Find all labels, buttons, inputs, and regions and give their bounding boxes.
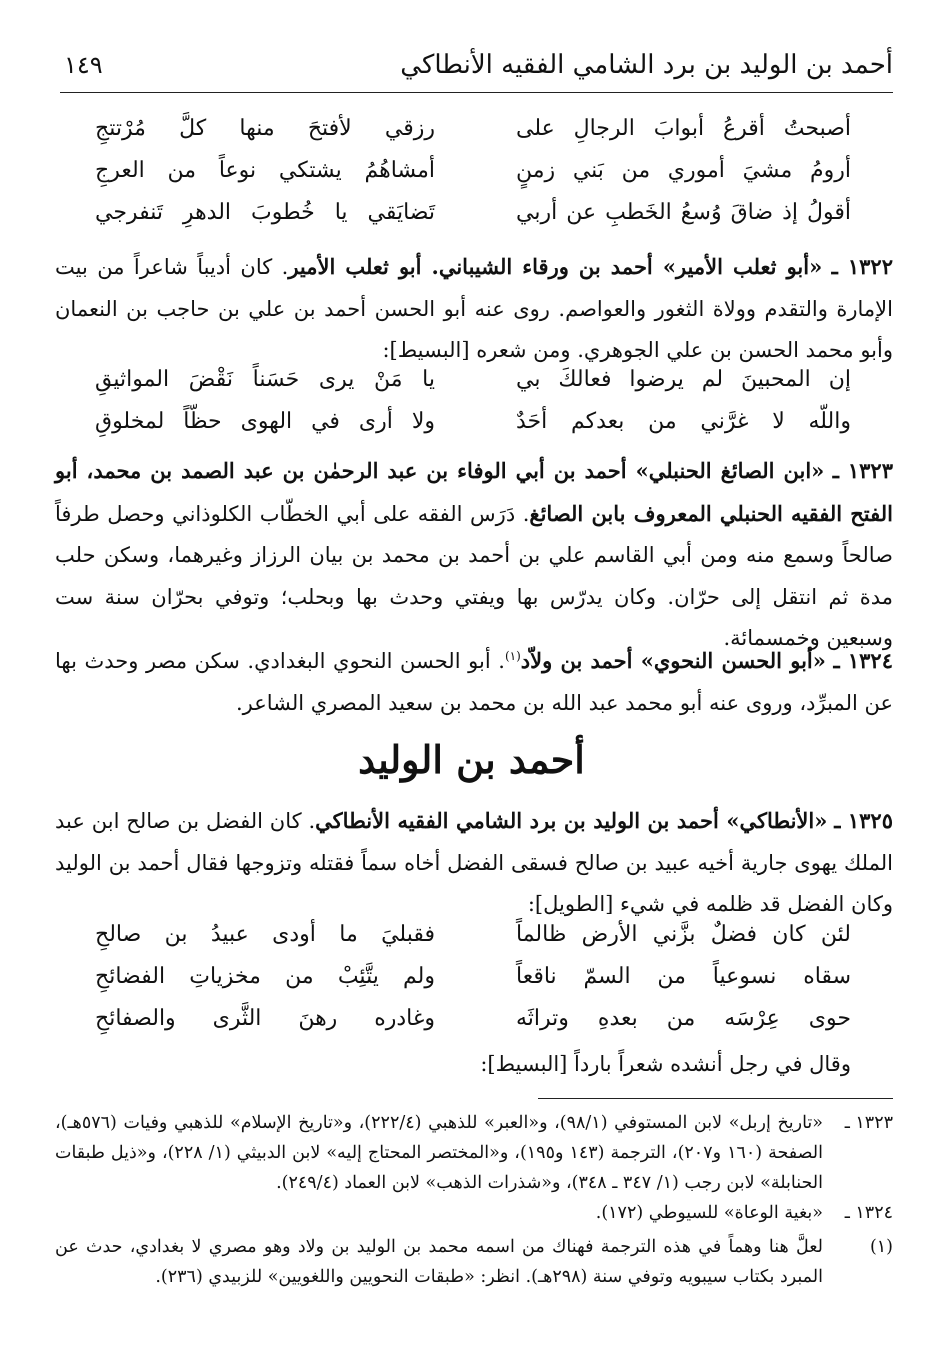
verse xyxy=(95,956,851,998)
poem-block-2 xyxy=(95,359,851,443)
entry-1325 xyxy=(55,800,893,926)
footnote-divider xyxy=(538,1098,893,1099)
footnote xyxy=(55,1232,893,1292)
verse-first-hemistich: سقاه نسوعياً من السمّ ناقعاً xyxy=(516,964,851,989)
verse-second-hemistich: تَضايَقي يا خُطوبَ الدهرِ تَنفرجي xyxy=(95,200,435,225)
closing-line: وقال في رجل أنشده شعراً بارداً [البسيط]: xyxy=(480,1052,851,1076)
verse xyxy=(95,192,851,234)
entry-1323 xyxy=(55,450,893,660)
footnote-label: (١) xyxy=(869,1237,893,1257)
verse xyxy=(95,150,851,192)
section-heading: أحمد بن الوليد xyxy=(358,737,585,782)
entry-text: . كان الفضل بن صالح ابن عبد الملك يهوى جارية أخيه عبيد بن صالح فسقى الفضل أخاه سماً فقتله وتزوجها فقال أحمد بن الوليد وكان الفضل قد ظلمه في شيء [الطويل]: xyxy=(55,809,893,916)
footnote-marker: (١) xyxy=(504,649,521,663)
entry-heading: «أبو الحسن النحوي» أحمد بن ولاّد xyxy=(520,648,826,673)
verse xyxy=(95,359,851,401)
verse-second-hemistich: أمشاهُمُ يشتكي نوعاً من العرجِ xyxy=(95,158,435,183)
verse-first-hemistich: واللّه لا غرَّني من بعدكم أحَدٌ xyxy=(516,409,851,434)
footnote-text: «بغية الوعاة» للسيوطي (١٧٢). xyxy=(595,1203,823,1223)
entry-number: ١٣٢٥ ـ xyxy=(834,808,893,833)
entry-1324 xyxy=(55,640,893,724)
entry-text: . أبو الحسن النحوي البغدادي. سكن مصر وحدث بها عن المبرِّد، وروى عنه أبو محمد عبد الله بن محمد بن سعيد المصري الشاعر. xyxy=(55,649,893,715)
verse-first-hemistich: أقولُ إذ ضاقَ وُسعُ الخَطبِ عن أربي xyxy=(516,200,851,225)
entry-1322 xyxy=(55,246,893,372)
verse-first-hemistich: أصبحتُ أقرعُ أبوابَ الرجالِ على xyxy=(516,116,851,141)
entry-heading: «أبو ثعلب الأمير» أحمد بن ورقاء الشيباني. أبو ثعلب الأمير xyxy=(288,254,823,279)
verse-second-hemistich: فقبليَ ما أودى عبيدُ بن صالحِ xyxy=(95,922,435,947)
page-number: ١٤٩ xyxy=(64,51,103,79)
entry-number: ١٣٢٣ ـ xyxy=(832,458,893,483)
verse-first-hemistich: حوى عِرْسَه من بعدهِ وتراثَه xyxy=(516,1006,851,1031)
verse-second-hemistich: رزقي لأفتحَ منها كلَّ مُرْتتجِ xyxy=(95,116,435,141)
verse xyxy=(95,998,851,1040)
entry-heading: «الأنطاكي» أحمد بن الوليد بن برد الشامي الفقيه الأنطاكي xyxy=(315,808,828,833)
footnote-text: «تاريخ إربل» لابن المستوفي (٩٨/١)، و«العبر» للذهبي (٢٢٢/٤)، و«تاريخ الإسلام» للذهبي وفيات (٥٧٦هـ)، الصفحة (١٦٠ و٢٠٧)، الترجمة (١٤٣ و١٩٥)، و«المختصر المحتاج إليه» لابن الدبيثي (١/ ٢٢٨)، و«ذيل طبقات الحنابلة» لابن رجب (١/ ٣٤٧ ـ ٣٤٨)، و«شذرات الذهب» لابن العماد (٢٤٩/٤). xyxy=(55,1113,823,1193)
footnote xyxy=(55,1108,893,1198)
entry-heading: «ابن الصائغ الحنبلي» أحمد بن أبي الوفاء بن عبد الرحمٰن بن عبد الصمد بن محمد، أبو الفتح الفقيه الحنبلي المعروف بابن الصائغ xyxy=(55,458,893,526)
verse-second-hemistich: ولا أرى في الهوى حظّاً لمخلوقِ xyxy=(95,409,435,434)
verse-second-hemistich: وغادره رهنَ الثَّرى والصفائحِ xyxy=(95,1006,435,1031)
verse xyxy=(95,401,851,443)
entry-number: ١٣٢٤ ـ xyxy=(833,648,893,673)
verse-second-hemistich: يا مَنْ يرى حَسَناً نَقْضَ المواثيقِ xyxy=(95,367,435,392)
page-header xyxy=(60,44,893,93)
footnote-text: لعلَّ هنا وهماً في هذه الترجمة فهناك من اسمه محمد بن الوليد بن ولاد وهو مصري لا بغدادي، حدث عن المبرد بكتاب سيبويه وتوفي سنة (٢٩٨هـ). انظر: «طبقات النحويين واللغويين» للزبيدي (٢٣٦). xyxy=(55,1237,823,1287)
verse-first-hemistich: أرومُ مشيَ أموري من بَني زمنٍ xyxy=(516,158,851,183)
poem-block-1 xyxy=(95,108,851,234)
entry-number: ١٣٢٢ ـ xyxy=(831,254,893,279)
footnote-label: ١٣٢٤ ـ xyxy=(844,1203,893,1223)
entry-text: . كان أديباً شاعراً من بيت الإمارة والتقدم وولاة الثغور والعواصم. روى عنه أبو الحسن أحمد بن علي بن حاجب بن النعمان وأبو محمد الحسن بن علي الجوهري. ومن شعره [البسيط]: xyxy=(55,255,893,362)
verse xyxy=(95,914,851,956)
running-title: أحمد بن الوليد بن برد الشامي الفقيه الأنطاكي xyxy=(400,50,893,80)
footnotes xyxy=(55,1108,893,1292)
verse-first-hemistich: لئن كان فضلٌ بزَّني الأرض ظالماً xyxy=(516,922,851,947)
poem-block-3 xyxy=(95,914,851,1040)
entry-text: . دَرَس الفقه على أبي الخطّاب الكلوذاني وحصل طرفاً صالحاً وسمع منه ومن أبي القاسم علي بن أحمد بن محمد بن بيان الرزاز وغيرهما، وسكن حلب مدة ثم انتقل إلى حرّان. وكان يدرّس بها ويفتي وحدث بها وبحلب؛ وتوفي بحرّان سنة ست وسبعين وخمسمائة. xyxy=(55,501,893,650)
footnote-label: ١٣٢٣ ـ xyxy=(844,1113,893,1133)
verse xyxy=(95,108,851,150)
footnote xyxy=(55,1198,893,1228)
verse-first-hemistich: إن المحبينَ لم يرضوا فعالكَ بي xyxy=(516,367,851,392)
verse-second-hemistich: ولم يتَّئِبْ من مخزياتِ الفضائحِ xyxy=(95,964,435,989)
